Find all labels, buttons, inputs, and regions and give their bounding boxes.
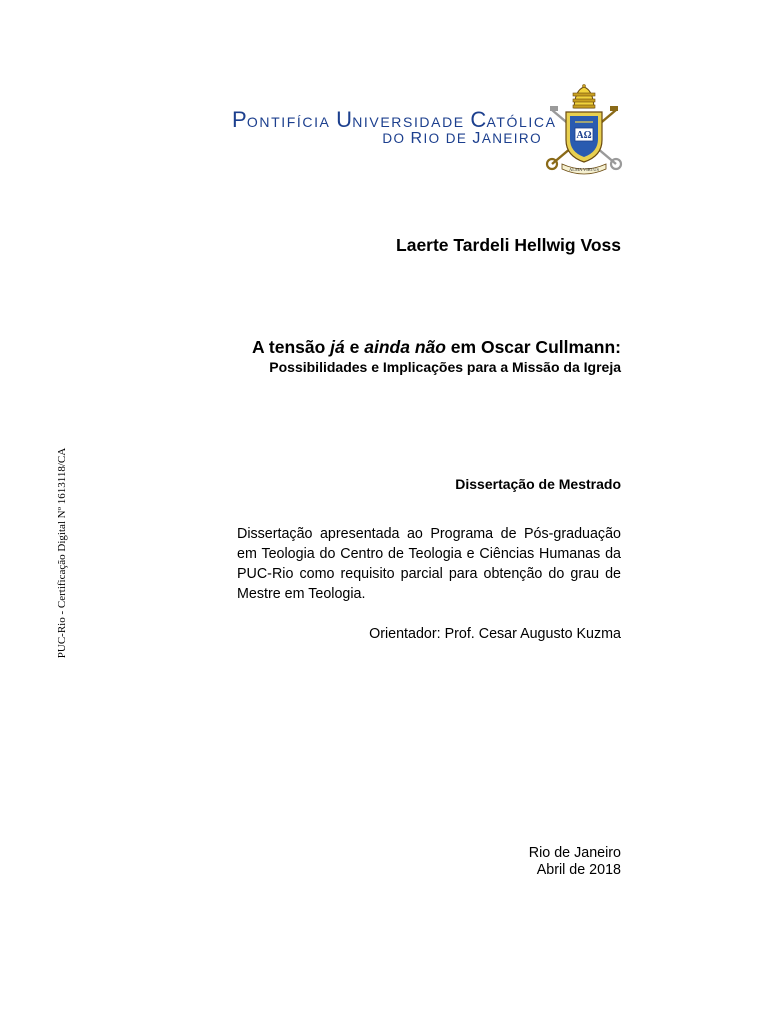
author-name: Laerte Tardeli Hellwig Voss: [396, 235, 621, 255]
thesis-subtitle: Possibilidades e Implicações para a Missão da Igreja: [269, 359, 621, 375]
place-and-date: [300, 845, 621, 879]
logo-alpha-omega: AΩ: [576, 130, 592, 141]
place-label: Rio de Janeiro: [528, 845, 621, 861]
univ-word-universidade: NIVERSIDADE: [352, 114, 465, 130]
date-label: Abril de 2018: [536, 862, 621, 878]
title-ainda-nao: ainda não: [364, 337, 446, 357]
univ-initial-j: J: [472, 130, 482, 147]
univ-initial-c: C: [470, 107, 487, 132]
univ-word-rio-de: IO DE: [423, 131, 468, 146]
logo-motto: ALMA VIRTUS: [568, 167, 600, 172]
title-ja: já: [330, 337, 345, 357]
univ-word-do: DO: [382, 131, 406, 146]
university-name-line2: [362, 130, 542, 148]
tiara-icon: [573, 84, 595, 108]
univ-initial-r: R: [410, 130, 424, 147]
title-part2: e: [344, 337, 365, 357]
univ-word-pontificia: ONTIFÍCIA: [246, 114, 331, 130]
univ-initial-p: P: [232, 107, 247, 132]
dissertation-description: Dissertação apresentada ao Programa de Pós-graduação em Teologia do Centro de Teologia e Ciências Humanas da PUC-Rio como requisito parcial para obtenção do grau de Mestre em Teologia.: [237, 526, 621, 602]
digital-certification-stamp: PUC-Rio - Certificação Digital Nº 1613118/CA: [56, 447, 68, 659]
univ-initial-u: U: [336, 107, 353, 132]
advisor-line: Orientador: Prof. Cesar Augusto Kuzma: [369, 626, 621, 642]
univ-word-catolica: ATÓLICA: [486, 114, 557, 130]
univ-word-janeiro: ANEIRO: [481, 131, 542, 146]
motto-ribbon-icon: [562, 164, 606, 174]
title-part3: em Oscar Cullmann:: [445, 337, 621, 357]
shield-icon: [566, 112, 602, 162]
title-part1: A tensão: [252, 337, 331, 357]
puc-rio-coat-of-arms-icon: [544, 84, 624, 176]
thesis-title: [180, 337, 621, 358]
degree-label: Dissertação de Mestrado: [455, 476, 621, 492]
